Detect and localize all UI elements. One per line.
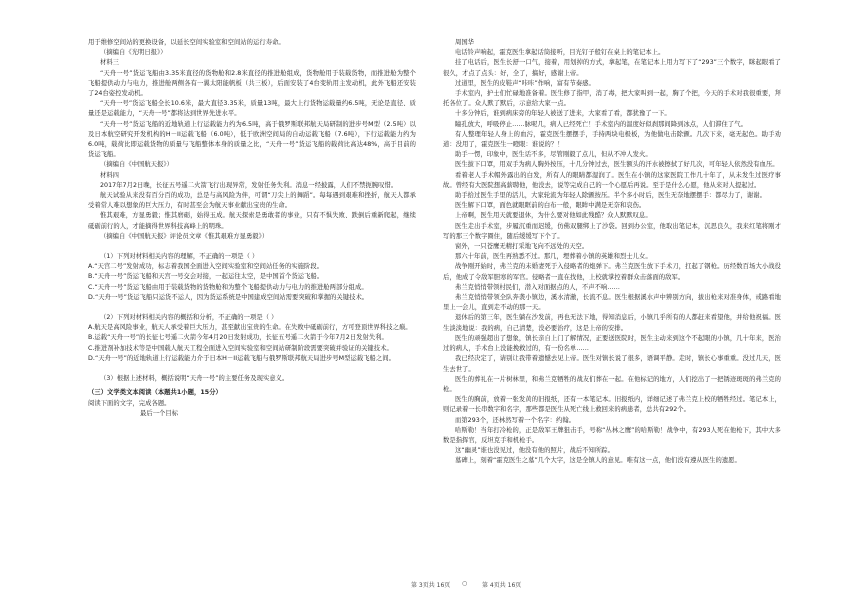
- right-column-paragraph: 周国华: [454, 39, 475, 46]
- left-column-paragraph: （摘编自《中国航天报》评论员文章《惟其艰难方显勇毅》）: [99, 232, 269, 240]
- right-column-paragraph: 医生的葬礼在一片树林里，和弗兰克牺牲的战友们葬在一起。在他标记的地方，人们挖出了一把锈迹斑斑的弗兰克的枪。: [443, 375, 781, 393]
- left-column-paragraph: （摘编自《光明日报》）: [99, 49, 167, 57]
- right-column-paragraph: 而第293个，还林然写着一个名字：约翰。: [454, 416, 576, 424]
- left-column-paragraph: “天舟一号”货运飞船的近地轨道上行运载能力约为6.5吨，高于俄罗斯联邦航天局研制的进步号M型（2.5吨）以及日本航空研究开发机构的H－II运载飞船（6.0吨），低于欧洲空间局的自动运载飞船（7.6吨），下行运载能力约为6.0吨，载荷比即运载货物的质量与飞船整体本身的质量之比，“天舟一号”货运飞船的载荷比高达48%，高于目前的货运飞船。: [88, 120, 416, 159]
- left-column-paragraph: B.运载“天舟一号”的长征七号遥二火箭今年4月20日发射成功，长征五号遥二火箭于今年7月2日发射失利。: [88, 334, 388, 342]
- right-column-paragraph: 助手一愣，印象中，医生话不多，尽管刚毅了点儿，但从不冲人发火。: [454, 151, 652, 159]
- right-column-paragraph: 瞳孔放大，呼吸停止……脉呢几，病人已经死亡！手术室内的温度好似刹那间降到冰点，人们滞住了气。: [454, 120, 747, 128]
- right-column-paragraph: 十多分钟后，谁到病床旁的年轻人被送了进来，大家看了看，都犹豫了一下。: [454, 110, 671, 118]
- left-column-paragraph: 用于维修空间站的更换设备，以延长空间实验室和空间站的运行寿命。: [88, 39, 285, 46]
- right-column-paragraph: 哈斯勒！当年打冷枪的，正是敌军王牌狙击手，号称“丛林之鹰”的哈斯勒！战争中，有293人死在他枪下，其中大多数是指挥官，反坦克手和机枪手。: [443, 426, 781, 444]
- left-column-paragraph: （3）根据上述材料，概括说明“天舟一号”的主要任务及现实意义。: [99, 375, 289, 383]
- right-column-paragraph: 看着老人手术帽外露出的白发，所有人的眼睛都湿润了。医生在小镇的这家医院工作几十年了，从未发生过医疗事故。曾经有大医院想高薪聘他，他没去，说等完成自己的一个心愿后再说。至于是什么心愿，他从来对人提起过。: [443, 171, 781, 189]
- left-column-paragraph: C.“天舟一号”货运飞船由用于装载货物的货物舱和为整个飞船提供动力与电力的推进舱两部分组成。: [88, 283, 368, 291]
- right-column-paragraph: 弗兰克悄悄带领村民们，潜入对面据点的人，不声不响……: [454, 283, 620, 291]
- left-column: [88, 38, 416, 419]
- right-column-paragraph: 医生的胸前，放着一张发黄的旧报纸，还有一本笔记本。旧报纸内，详细记述了弗兰克上校的牺牲经过。笔记本上，则记录着一长串数字和名字，那些都是医生从死亡线上救回来的病患者，总共有292个。: [443, 396, 781, 414]
- left-column-paragraph: （摘编自《中国航天报》）: [99, 161, 173, 169]
- right-column-paragraph: 医生拔下口罩，用双手为病人胸外按压，十几分钟过去，医生额头的汗水被擦拭了好几次，可年轻人依然没有血压。: [454, 161, 779, 169]
- right-column-paragraph: 手术室内，护士们忙碌地准备着。医生修了指甲，消了毒，把大家叫到一起，胸了个把，今天的手术对我很重要，拜托各位了。众人默了默后，示意给大家一点。: [443, 90, 781, 108]
- left-column-paragraph: D.“天舟一号”的近地轨道上行运载能力介于日本H－II运载飞船与俄罗斯联邦航天局进步号M型运载飞船之间。: [88, 354, 395, 362]
- left-column-paragraph: 阅读下面的文字，完成各题。: [88, 399, 171, 407]
- right-page-number: 第 4页共 16页: [482, 582, 522, 589]
- right-column-paragraph: 挂了电话后，医生长舒一口气，接着，用划掉的方式，拿起笔，在笔记本上用力写下了“293”三个数字，眯起眼看了很久，才点了点头：好，全了，搞好，感谢上帝。: [443, 59, 781, 77]
- right-column-paragraph: 医生走出手术室，步履沉重而迟缓，仿佛双腿绑上了沙袋。回到办公室，他取出笔记本，沉思良久，我来红笔将刚才写的那三个数字圈住，随后缓缓写下个了。: [443, 222, 781, 240]
- right-column-paragraph: 医生解下口罩，面色就眼眶前的白布一般，眼眸中满是无奈和哀伤。: [454, 202, 646, 210]
- left-column-paragraph: “天舟一号”货运飞船由3.35米直径的货物舱和2.8米直径的推进舱组成，货物舱用于装载货物，而推进舱为整个飞船提供动力与电力，推进舱两侧各有一翼太阳能帆板（共三板），后面安装了4台变轨用主发动机，此外飞船还安装了24台姿控发动机。: [88, 69, 416, 98]
- footer-separator: ○: [462, 580, 468, 587]
- left-column-paragraph: 2017年7月2日晚，长征五号遥二火箭飞行出现异常，发射任务失利。消息一经披露，人们不禁扼腕叹惜。: [99, 181, 398, 189]
- left-page-number: 第 3页共 16页: [411, 582, 451, 589]
- right-column-paragraph: 战争刚开始时，弗兰克的未婚妻死于入侵略者的炮弹下。弗兰克医生放下手术刀，扛起了钢枪。历经数百场大小战役后，他成了令敌军胆寒的军官。侵略者一直在找他，上校就掌控着群众击落面的敌军。: [443, 263, 781, 281]
- right-column: [443, 38, 781, 467]
- left-column-paragraph: A.“天宫二号”发射成功，标志着我国全面进入空间实验室和空间站任务的实施阶段。: [88, 263, 324, 271]
- left-column-paragraph: 材料三: [99, 59, 120, 67]
- left-column-paragraph: （三）文学类文本阅读（本题共1小题，15分）: [88, 389, 222, 397]
- left-column-paragraph: 航天试验从来没有百分百的成功，总是与高风险为伴，可谓“刀尖上的舞蹈”。每每遇到艰难和挫折，航天人都承受着常人难以想象的巨大压力，有时甚至会为航天事业献出宝贵的生命。: [88, 192, 416, 210]
- left-column-paragraph: （2）下列对材料相关内容的概括和分析，不正确的一项是（ ）: [99, 314, 278, 322]
- left-column-paragraph: C.推进剂补加技术等是中国载人航天工程全面进入空间实验室和空间站研制阶段需要突破并验证的关键技术。: [88, 344, 393, 352]
- right-column-paragraph: 窗外，一只苍鹰无精打采地飞向不远处的天空。: [454, 243, 589, 251]
- right-column-paragraph: 这“幽灵”谁也没见过，他没有他的照片，战后不知所踪。: [454, 447, 614, 455]
- left-column-paragraph: （1）下列对材料相关内容的理解，不正确的一项是（ ）: [99, 253, 259, 261]
- right-column-paragraph: 墓碑上，刻着“霍克医生之墓”几个大字，这是全镇人的意见。唯有这一点，他们没有遵从医生的遗愿。: [454, 457, 741, 465]
- right-column-paragraph: 医生的顽强超出了想象，镇长亲自上门了解情况，正要送医院时，医生主动来到这个不起眼的小镇，几十年来，医治过的病人，手术台上没能挽救过的，有一份名单……: [443, 334, 781, 353]
- left-column-paragraph: 惟其艰难，方显勇毅；惟其磨砺，始得玉成。航天探索是勇敢者的事业，只有不惧失败、跌倒后重新爬起，继续砥砺前行的人，才能摘得世界科技高峰上的明珠。: [88, 212, 416, 230]
- left-column-paragraph: D.“天舟一号”货运飞船只运货不运人，因为货运系统是中国建成空间站需要突破和掌握的关键技术。: [88, 293, 369, 301]
- left-column-paragraph: “天舟一号”货运飞船全长10.6米，最大直径3.35米，质量13吨，最大上行货物运载量约6.5吨，无论是直径、质量还是运载能力，“天舟一号”都将达到世界先进水平。: [88, 100, 416, 118]
- left-column-paragraph: A.航天是高风险事业，航天人承受着巨大压力，甚至献出宝贵的生命。在失败中砥砺前行，方可登顶世界科技之巅。: [88, 324, 412, 332]
- right-column-paragraph: 助手拾过医生手里的活儿，大家轮流为年轻人除颤按压。半个多小时后，医生无奈地摆摆手：都尽力了，谢谢。: [454, 192, 766, 200]
- right-column-paragraph: 那六十年前，医生再熟悉不过。那几，埋葬着小镇的英雄和烈士儿女。: [454, 253, 652, 261]
- right-column-paragraph: 弗兰克悄悄带领全队奔袭小镇边，溪水清澈，长流不息。医生根据溪水声中辨别方向，拔出枪来对准身体，戒路看地里上一会儿，直到走不动的那一天。: [443, 294, 781, 312]
- left-column-paragraph: 材料四: [99, 171, 120, 179]
- right-column-paragraph: 有人整理年轻人身上的血污，霍克医生摆摆手，手持两块电极板，为他做电击除颤。几次下来，毫无起色。助手劝道：没用了，霍克医生一瞪眼：谁说的？！: [443, 130, 781, 149]
- left-column-paragraph: B.“天舟一号”货运飞船和天宫一号交会对接，一起运往太空，是中国首个货运飞船。: [88, 273, 324, 281]
- right-column-paragraph: 电话铃声响起，霍克医生拿起话筒接听，目光钉子般钉在桌上的笔记本上。: [454, 49, 665, 57]
- right-column-paragraph: 我已经决定了，请别让我带着遗憾去见上帝。医生对镇长说了很多，语调平静。走时，镇长心事重重。没过几天，医生去世了。: [443, 355, 781, 373]
- left-column-paragraph: 最后一个目标: [140, 409, 179, 417]
- right-column-paragraph: 退休后的第三年，医生躺在沙发前，再也无法下地，得知消息后，小镇几乎所有的人都赶来看望他，并给他祝福。医生淡淡地说：我的病，自己清楚，没必要治疗，这是上帝的安排。: [443, 314, 781, 332]
- right-column-paragraph: 过道里，医生的皮鞋声“咔咔”作响，富有节奏感。: [454, 79, 595, 87]
- right-column-paragraph: 上帝啊，医生用天就要退休，为什么要对他如此残酷？众人默默叹息。: [454, 212, 652, 220]
